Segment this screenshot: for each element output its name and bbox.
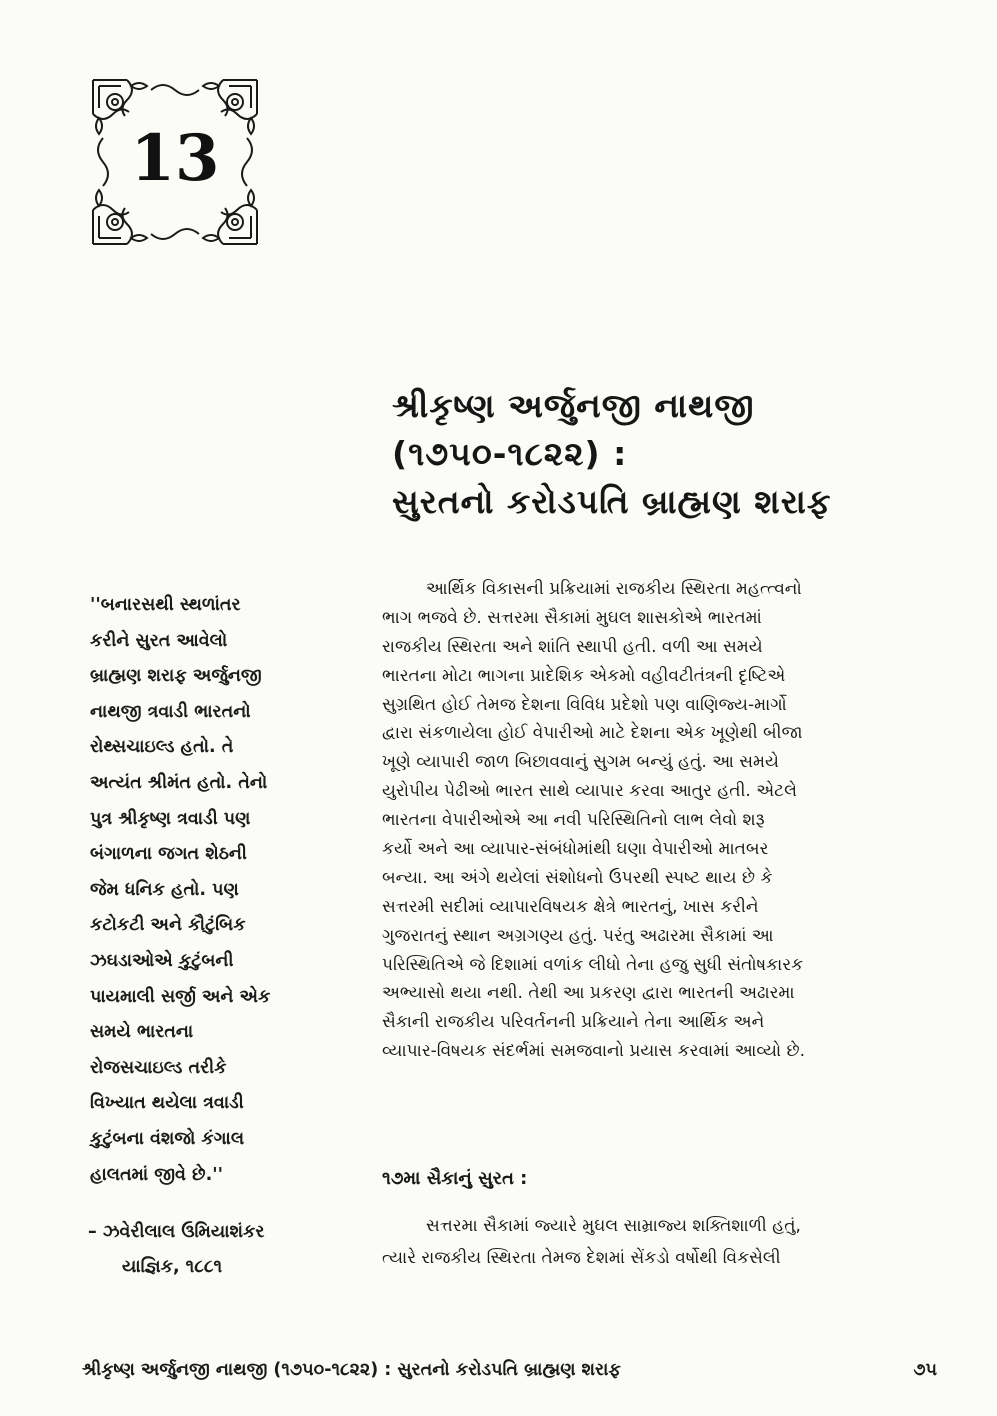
body-line: ભારતના વેપારીઓએ આ નવી પરિસ્થિતિનો લાભ લેવો શરૂ <box>382 810 765 831</box>
quote-line: નાથજી ત્રવાડી ભારતનો <box>90 701 251 722</box>
quote-line: સમયે ભારતના <box>90 1022 194 1043</box>
body-paragraph <box>382 575 934 1066</box>
chapter-title <box>392 382 952 526</box>
body-line: વ્યાપાર-વિષયક સંદર્ભમાં સમજવાનો પ્રયાસ કરવામાં આવ્યો છે. <box>382 1041 806 1062</box>
body-line: ભાગ ભજવે છે. સત્તરમા સૈકામાં મુઘલ શાસકોએ ભારતમાં <box>382 607 762 628</box>
body-line: સત્તરમી સદીમાં વ્યાપારવિષયક ક્ષેત્રે ભારતનું, ખાસ કરીને <box>382 896 759 917</box>
quote-line: કટોકટી અને કૌટુંબિક <box>90 915 246 936</box>
body-line: રાજકીય સ્થિરતા અને શાંતિ સ્થાપી હતી. વળી આ સમયે <box>382 636 763 657</box>
section-heading: ૧૭મા સૈકાનું સુરત : <box>382 1168 528 1189</box>
running-title: શ્રીકૃષ્ણ અર્જુનજી નાથજી (૧૭૫૦-૧૮૨૨) : સુરતનો કરોડપતિ બ્રાહ્મણ શરાફ <box>82 1360 621 1380</box>
body-line: કર્યો અને આ વ્યાપાર-સંબંધોમાંથી ઘણા વેપારીઓ માતબર <box>382 839 769 860</box>
title-line: શ્રીકૃષ્ણ અર્જુનજી નાથજી <box>392 386 755 425</box>
page-number: ૭૫ <box>913 1360 937 1380</box>
quote-line: ''બનારસથી સ્થળાંતર <box>90 595 241 615</box>
title-line: (૧૭૫૦-૧૮૨૨) : <box>392 434 628 473</box>
quote-line: અત્યંત શ્રીમંત હતો. તેનો <box>90 772 268 793</box>
quote-attribution <box>88 1215 378 1285</box>
quote-line: બંગાળના જગત શેઠની <box>90 844 247 865</box>
body-line: યુરોપીય પેઢીઓ ભારત સાથે વ્યાપાર કરવા આતુર હતી. એટલે <box>382 781 797 802</box>
page-footer <box>82 1360 937 1380</box>
body-line: સુગ્રથિત હોઈ તેમજ દેશના વિવિધ પ્રદેશો પણ વાણિજ્ય-માર્ગો <box>382 694 787 715</box>
quote-line: હાલતમાં જીવે છે.'' <box>90 1164 223 1185</box>
quote-line: બ્રાહ્મણ શરાફ અર્જુનજી <box>90 666 262 687</box>
body-line: સત્તરમા સૈકામાં જ્યારે મુઘલ સામ્રાજ્ય શક્તિશાળી હતું, <box>426 1216 801 1236</box>
body-line: સૈકાની રાજકીય પરિવર્તનની પ્રક્રિયાને તેના આર્થિક અને <box>382 1012 765 1033</box>
body-paragraph <box>382 1210 934 1274</box>
body-line: ત્યારે રાજકીય સ્થિરતા તેમજ દેશમાં સેંકડો વર્ષોથી વિકસેલી <box>382 1248 781 1268</box>
chapter-number: 13 <box>130 121 220 196</box>
quote-line: વિખ્યાત થયેલા ત્રવાડી <box>90 1093 244 1114</box>
body-line: પરિસ્થિતિએ જે દિશામાં વળાંક લીધો તેના હજુ સુધી સંતોષકારક <box>382 954 804 975</box>
pull-quote <box>90 588 350 1193</box>
body-line: ખૂણે વ્યાપારી જાળ બિછાવવાનું સુગમ બન્યું હતું. આ સમયે <box>382 752 779 773</box>
quote-line: કુટુંબના વંશજો કંગાલ <box>90 1128 245 1149</box>
quote-line: જેમ ધનિક હતો. પણ <box>90 879 239 900</box>
body-line: ભારતના મોટા ભાગના પ્રાદેશિક એકમો વહીવટીતંત્રની દૃષ્ટિએ <box>382 665 786 686</box>
quote-line: રોથ્સચાઇલ્ડ હતો. તે <box>90 737 234 758</box>
body-line: ગુજરાતનું સ્થાન અગ્રગણ્ય હતું. પરંતુ અઢારમા સૈકામાં આ <box>382 925 774 946</box>
attribution-source: યાજ્ઞિક, ૧૮૮૧ <box>122 1257 223 1277</box>
quote-line: ઝઘડાઓએ કુટુંબની <box>90 950 234 971</box>
body-line: દ્વારા સંકળાયેલા હોઈ વેપારીઓ માટે દેશના એક ખૂણેથી બીજા <box>382 723 803 744</box>
quote-line: કરીને સુરત આવેલો <box>90 630 228 651</box>
quote-line: પુત્ર શ્રીકૃષ્ણ ત્રવાડી પણ <box>90 808 251 829</box>
body-line: આર્થિક વિકાસની પ્રક્રિયામાં રાજકીય સ્થિરતા મહત્ત્વનો <box>426 579 802 599</box>
title-line: સુરતનો કરોડપતિ બ્રાહ્મણ શરાફ <box>392 482 832 521</box>
quote-line: પાયમાલી સર્જી અને એક <box>90 986 271 1007</box>
body-line: અભ્યાસો થયા નથી. તેથી આ પ્રકરણ દ્વારા ભારતની અઢારમા <box>382 983 795 1004</box>
body-line: બન્યા. આ અંગે થયેલાં સંશોધનો ઉપરથી સ્પષ્ટ થાય છે કે <box>382 867 773 888</box>
chapter-ornament <box>85 72 265 252</box>
quote-line: રોજસચાઇલ્ડ તરીકે <box>90 1057 227 1078</box>
attribution-author: – ઝવેરીલાલ ઉમિયાશંકર <box>88 1222 265 1242</box>
